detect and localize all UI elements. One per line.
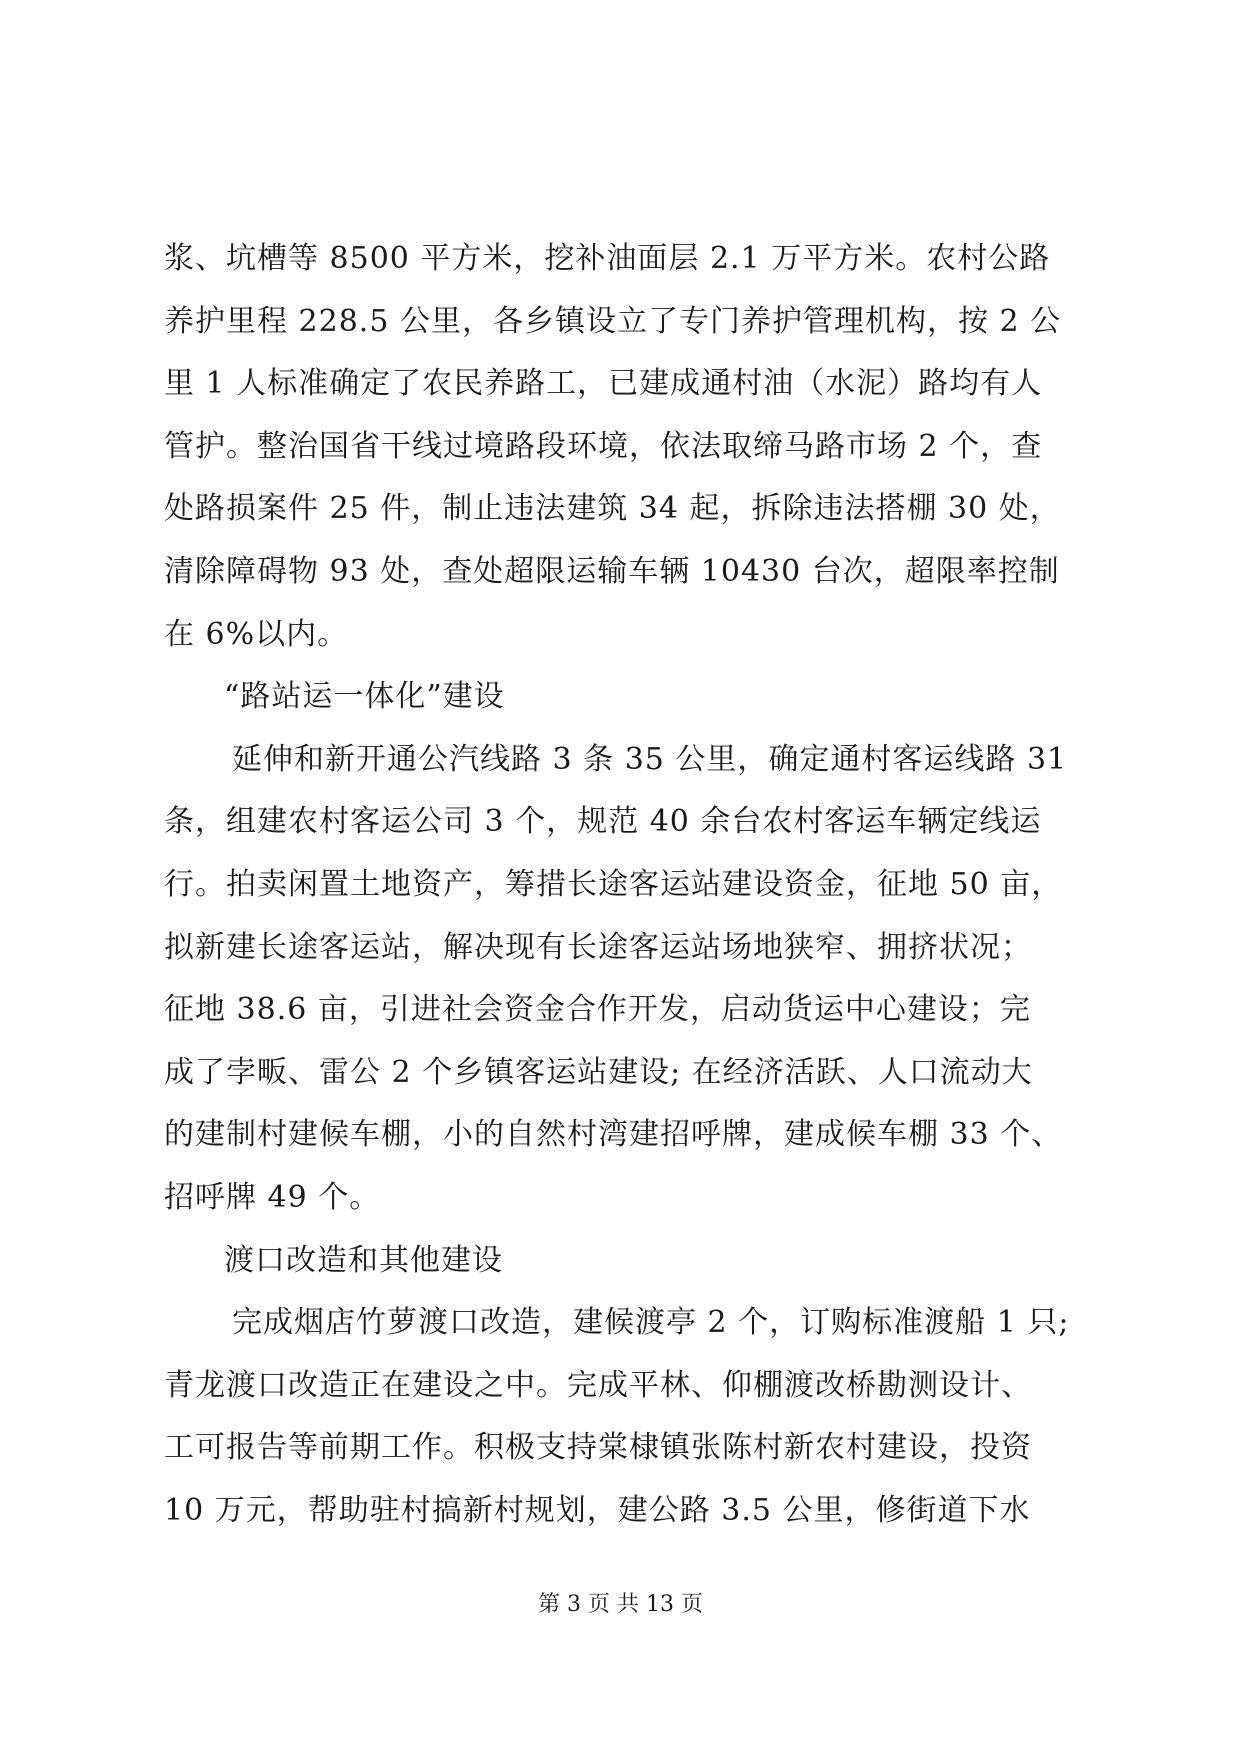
paragraph-line: 拟新建长途客运站，解决现有长途客运站场地狭窄、拥挤状况； <box>164 929 1032 965</box>
paragraph-line: 浆、坑槽等 8500 平方米，挖补油面层 2.1 万平方米。农村公路 <box>164 241 1051 276</box>
paragraph-line: 10 万元，帮助驻村搞新村规划，建公路 3.5 公里，修街道下水 <box>164 1492 1031 1528</box>
paragraph-line: 征地 38.6 亩，引进社会资金合作开发，启动货运中心建设；完 <box>164 992 1031 1028</box>
paragraph-line: 清除障碍物 93 处，查处超限运输车辆 10430 台次，超限率控制 <box>164 553 1060 589</box>
paragraph-line: 行。拍卖闲置土地资产，筹措长途客运站建设资金，征地 50 亩， <box>164 866 1063 902</box>
paragraph-line: 在 6%以内。 <box>164 616 349 652</box>
paragraph-line: 条，组建农村客运公司 3 个，规范 40 余台农村客运车辆定线运 <box>164 804 1042 840</box>
paragraph-line: 的建制村建候车棚，小的自然村湾建招呼牌，建成候车棚 33 个、 <box>164 1117 1063 1153</box>
paragraph-line: 工可报告等前期工作。积极支持棠棣镇张陈村新农村建设，投资 <box>164 1430 1032 1466</box>
paragraph-line: 里 1 人标准确定了农民养路工，已建成通村油（水泥）路均有人 <box>164 366 1043 402</box>
paragraph-line: 养护里程 228.5 公里，各乡镇设立了专门养护管理机构，按 2 公 <box>164 303 1062 339</box>
paragraph-line: 管护。整治国省干线过境路段环境，依法取缔马路市场 2 个，查 <box>164 428 1043 464</box>
paragraph-line: 青龙渡口改造正在建设之中。完成平林、仰棚渡改桥勘测设计、 <box>164 1367 1032 1403</box>
paragraph-line: 招呼牌 49 个。 <box>164 1179 381 1215</box>
paragraph-line: 完成烟店竹萝渡口改造，建候渡亭 2 个，订购标准渡船 1 只; <box>232 1305 1070 1341</box>
section-heading: 渡口改造和其他建设 <box>224 1242 503 1278</box>
paragraph-line: 延伸和新开通公汽线路 3 条 35 公里，确定通村客运线路 31 <box>232 741 1068 777</box>
section-heading: “路站运一体化”建设 <box>224 679 505 715</box>
document-body <box>164 228 1084 1542</box>
paragraph-line: 成了孛畈、雷公 2 个乡镇客运站建设; 在经济活跃、人口流动大 <box>164 1054 1033 1090</box>
paragraph-line: 处路损案件 25 件，制止违法建筑 34 起，拆除违法搭棚 30 处， <box>164 491 1061 527</box>
page-number-footer: 第 3 页 共 13 页 <box>538 1592 703 1617</box>
